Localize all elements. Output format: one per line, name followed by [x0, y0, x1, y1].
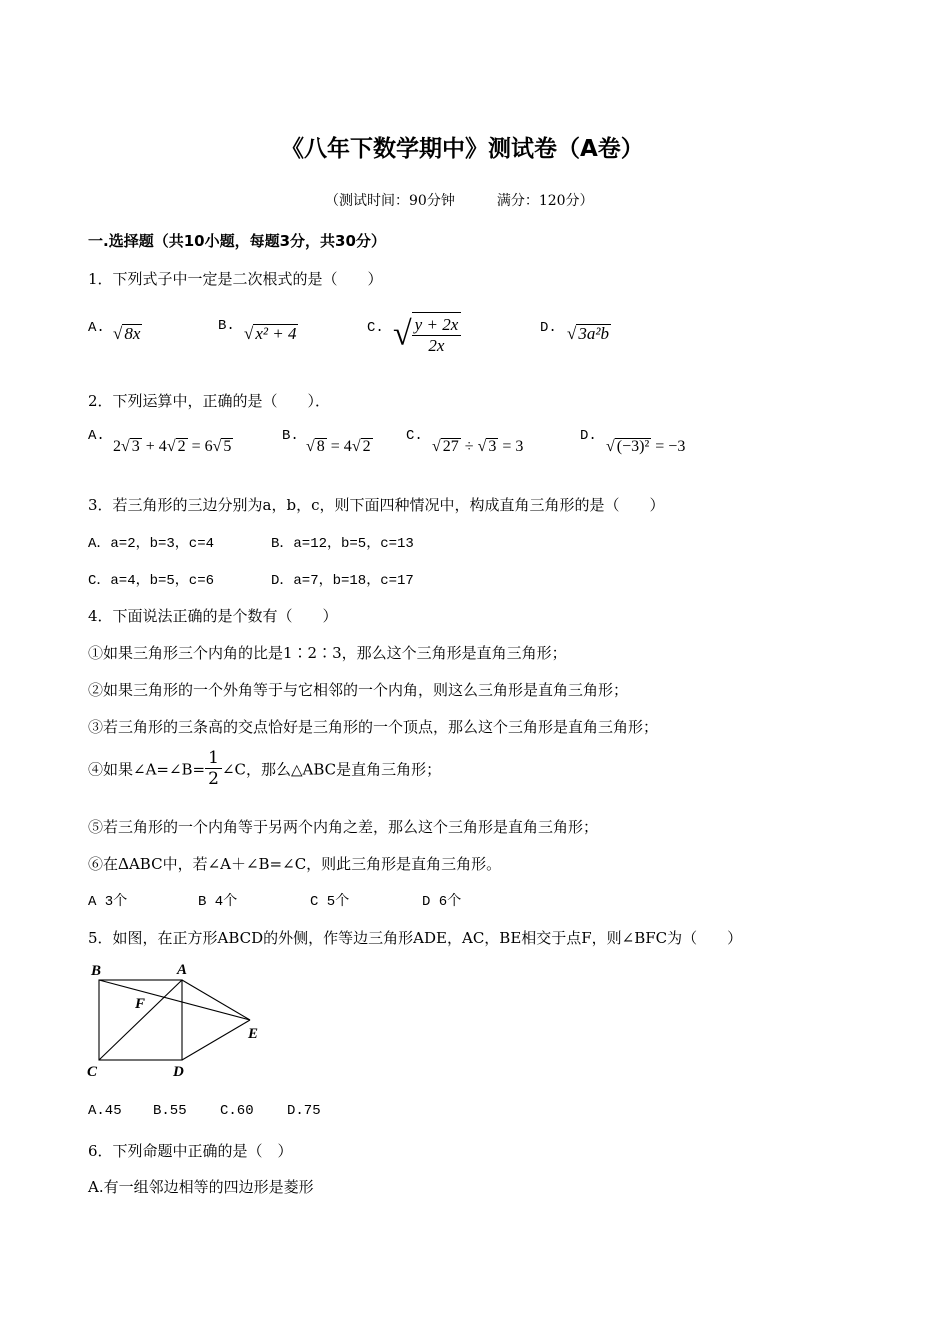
diagonal-ac	[99, 980, 182, 1060]
label-c: C	[87, 1064, 98, 1080]
q1-label-c: C.	[367, 320, 384, 336]
q1-option-b: √ x² + 4	[244, 324, 297, 343]
q4-statement-1: ①如果三角形三个内角的比是1∶2∶3，那么这个三角形是直角三角形；	[88, 644, 567, 662]
q3-option-b: B．a=12，b=5，c=13	[271, 536, 414, 552]
segment-ae	[182, 980, 250, 1020]
q2-option-d: √ (−3)² = −3	[606, 438, 686, 455]
q1-option-d: √ 3a²b	[567, 324, 609, 343]
q2-label-d: D.	[580, 428, 597, 444]
q5-option-b: B.55	[153, 1103, 187, 1119]
question-1-stem: 1．下列式子中一定是二次根式的是（ ）	[88, 270, 383, 288]
q2-option-c: √ 27 ÷ √ 3 = 3	[432, 438, 524, 455]
q1-label-b: B.	[218, 318, 235, 334]
q5-option-a: A.45	[88, 1103, 122, 1119]
q4-statement-5: ⑤若三角形的一个内角等于另两个内角之差，那么这个三角形是直角三角形；	[88, 818, 599, 836]
q3-option-a: A．a=2，b=3，c=4	[88, 536, 215, 552]
q4-statement-4: ④如果∠A=∠B= $\frac{1}{2}$ ∠C，那么△ABC是直角三角形；	[88, 748, 442, 790]
q2-option-a: 2√ 3 + 4√ 2 = 6√ 5	[113, 438, 232, 455]
q4-option-b: B 4个	[198, 894, 238, 910]
page-title: 《八年下数学期中》测试卷（A卷）	[281, 136, 644, 162]
q1-option-c: √ $\frac{y + 2x}{2x}$	[393, 312, 461, 357]
label-a: A	[177, 962, 188, 978]
q5-option-c: C.60	[220, 1103, 254, 1119]
q4-statement-3: ③若三角形的三条高的交点恰好是三角形的一个顶点，那么这个三角形是直角三角形；	[88, 718, 659, 736]
q2-option-b: √ 8 = 4√ 2	[306, 438, 371, 455]
q1-label-d: D.	[540, 320, 557, 336]
section-heading: 一.选择题（共10小题，每题3分，共30分）	[88, 232, 386, 250]
q2-label-b: B.	[282, 428, 299, 444]
q6-option-a: A.有一组邻边相等的四边形是菱形	[88, 1178, 314, 1196]
question-2-stem: 2．下列运算中，正确的是（ ）．	[88, 392, 331, 410]
question-3-stem: 3．若三角形的三边分别为a，b，c，则下面四种情况中，构成直角三角形的是（ ）	[88, 496, 665, 514]
test-info: （测试时间：90分钟 满分：120分）	[325, 193, 594, 209]
q5-option-d: D.75	[287, 1103, 321, 1119]
q1-option-a: √ 8x	[113, 324, 141, 343]
segment-de	[182, 1020, 250, 1060]
q1-label-a: A.	[88, 320, 105, 336]
question-6-stem: 6．下列命题中正确的是（ ）	[88, 1142, 293, 1160]
label-d: D	[173, 1064, 184, 1080]
q4-option-d: D 6个	[422, 894, 462, 910]
q3-option-d: D．a=7，b=18，c=17	[271, 573, 414, 589]
segment-be	[99, 980, 250, 1020]
q4-option-c: C 5个	[310, 894, 350, 910]
geometry-figure	[85, 958, 275, 1083]
q4-statement-2: ②如果三角形的一个外角等于与它相邻的一个内角，则这么三角形是直角三角形；	[88, 681, 629, 699]
q2-label-c: C.	[406, 428, 423, 444]
label-e: E	[248, 1026, 259, 1042]
q3-option-c: C．a=4，b=5，c=6	[88, 573, 215, 589]
q4-option-a: A 3个	[88, 894, 128, 910]
question-4-stem: 4．下面说法正确的是个数有（ ）	[88, 607, 338, 625]
label-b: B	[91, 963, 102, 979]
q2-label-a: A.	[88, 428, 105, 444]
label-f: F	[135, 996, 146, 1012]
question-5-stem: 5．如图，在正方形ABCD的外侧，作等边三角形ADE，AC，BE相交于点F，则∠BFC为（ ）	[88, 929, 743, 947]
q4-statement-6: ⑥在ΔABC中，若∠A＋∠B=∠C，则此三角形是直角三角形。	[88, 854, 502, 873]
